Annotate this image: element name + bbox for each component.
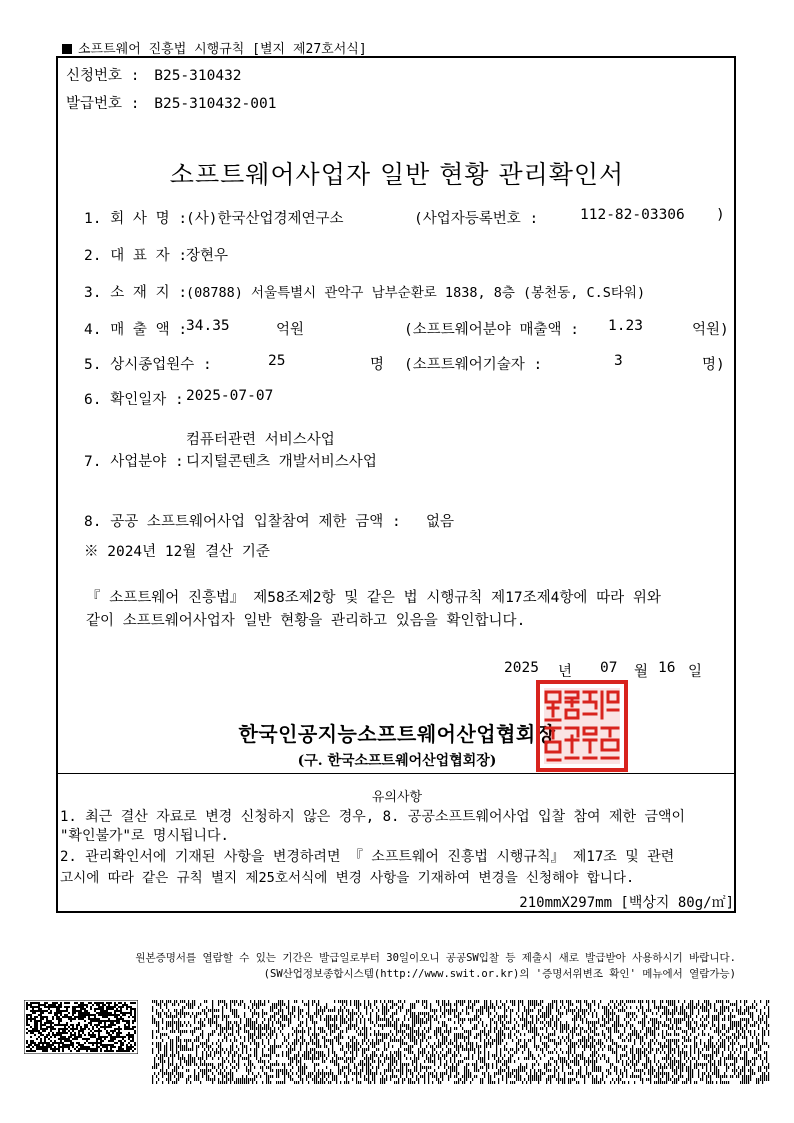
ceo-label: 2. 대 표 자 : <box>84 248 188 264</box>
issue-day: 16 <box>658 660 676 676</box>
sw-engineers-label: (소프트웨어기술자 : <box>404 357 543 373</box>
business-field-1: 컴퓨터관련 서비스사업 <box>186 432 335 448</box>
bid-limit-value: 없음 <box>426 514 455 530</box>
2d-code-icon <box>24 1000 138 1054</box>
bid-limit-label: 8. 공공 소프트웨어사업 입찰참여 제한 금액 : <box>84 514 401 530</box>
sw-sales-unit: 억원) <box>692 322 729 338</box>
document-title: 소프트웨어사업자 일반 현황 관리확인서 <box>169 160 625 189</box>
basis-note: ※ 2024년 12월 결산 기준 <box>84 544 270 560</box>
application-number-value: B25-310432 <box>154 68 242 84</box>
sales-value: 34.35 <box>186 318 230 334</box>
barcode-icon <box>152 1000 770 1084</box>
issue-year-unit: 년 <box>558 664 573 680</box>
registration-label: (사업자등록번호 : <box>414 211 539 227</box>
sw-engineers-unit: 명) <box>702 357 725 373</box>
employees-value: 25 <box>268 353 286 369</box>
issuer-former-name: (구. 한국소프트웨어산업협회장) <box>297 753 497 769</box>
company-value: (사)한국산업경제연구소 <box>186 211 344 227</box>
footer-line-2: (SW산업정보종합시스템(http://www.swit.or.kr)의 '증명서위변조 확인' 메뉴에서 열람가능) <box>263 968 736 980</box>
confirm-date-label: 6. 확인일자 : <box>84 392 184 408</box>
business-label: 7. 사업분야 : <box>84 454 184 470</box>
issue-number-value: B25-310432-001 <box>154 96 277 112</box>
sw-sales-label: (소프트웨어분야 매출액 : <box>404 322 579 338</box>
square-bullet-icon <box>62 44 72 54</box>
form-title-text: 소프트웨어 진흥법 시행규칙 [별지 제27호서식] <box>78 42 367 57</box>
employees-unit: 명 <box>370 357 385 373</box>
sw-engineers-value: 3 <box>614 353 623 369</box>
notes-divider <box>56 773 736 774</box>
ceo-value: 장현우 <box>186 248 229 264</box>
notes-heading: 유의사항 <box>371 790 423 805</box>
issuer-name: 한국인공지능소프트웨어산업협회장 <box>238 722 556 746</box>
issue-day-unit: 일 <box>688 664 703 680</box>
application-number <box>66 64 242 85</box>
sw-sales-value: 1.23 <box>608 318 643 334</box>
issue-number-label: 발급번호 : <box>66 96 140 112</box>
paper-size: 210mmX297mm [백상지 80g/㎡] <box>519 895 734 911</box>
statement-line-2: 같이 소프트웨어사업자 일반 현황을 관리하고 있음을 확인합니다. <box>86 613 526 629</box>
company-label: 1. 회 사 명 : <box>84 211 188 227</box>
note-line-3: 2. 관리확인서에 기재된 사항을 변경하려면 『 소프트웨어 진흥법 시행규칙』 제17조 및 관련 <box>60 849 675 865</box>
application-number-label: 신청번호 : <box>66 68 140 84</box>
confirm-date-value: 2025-07-07 <box>186 388 274 404</box>
note-line-2: "확인불가"로 명시됩니다. <box>60 828 229 844</box>
form-title <box>62 38 367 57</box>
note-line-4: 고시에 따라 같은 규칙 별지 제25호서식에 변경 사항을 기재하여 변경을 신청해야 합니다. <box>60 870 635 886</box>
issue-year: 2025 <box>504 660 539 676</box>
sales-unit: 억원 <box>276 322 305 338</box>
issue-month-unit: 월 <box>634 664 649 680</box>
employees-label: 5. 상시종업원수 : <box>84 357 212 373</box>
issue-number <box>66 92 276 113</box>
footer-line-1: 원본증명서를 열람할 수 있는 기간은 발급일로부터 30일이오니 공공SW입찰 등 제출시 새로 발급받아 사용하시기 바랍니다. <box>135 952 736 964</box>
business-field-2: 디지털콘텐츠 개발서비스사업 <box>186 454 377 470</box>
statement-line-1: 『 소프트웨어 진흥법』 제58조제2항 및 같은 법 시행규칙 제17조제4항에 따라 위와 <box>86 590 661 606</box>
address-label: 3. 소 재 지 : <box>84 285 188 301</box>
official-seal-icon <box>536 680 628 772</box>
sales-label: 4. 매 출 액 : <box>84 322 188 338</box>
issue-month: 07 <box>600 660 618 676</box>
registration-value: 112-82-03306 <box>580 207 685 223</box>
address-value: (08788) 서울특별시 관악구 남부순환로 1838, 8층 (봉천동, C.S타워) <box>186 285 646 301</box>
registration-close: ) <box>716 207 725 223</box>
note-line-1: 1. 최근 결산 자료로 변경 신청하지 않은 경우, 8. 공공소프트웨어사업 입찰 참여 제한 금액이 <box>60 809 686 825</box>
